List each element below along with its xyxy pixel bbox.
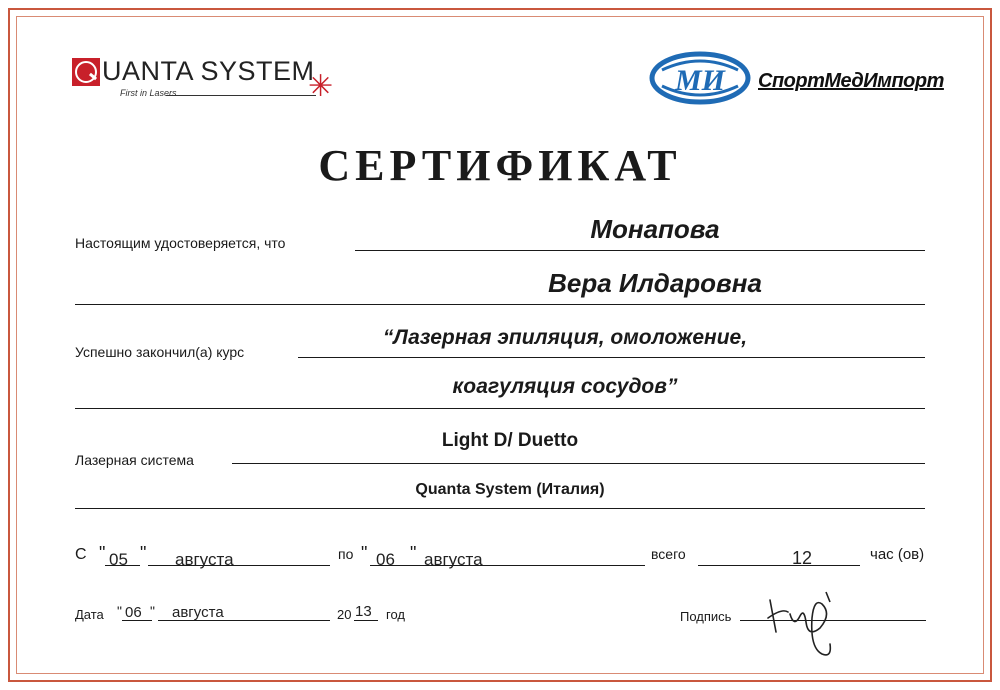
signature-label: Подпись (680, 609, 732, 624)
period-from-month: августа (175, 550, 234, 569)
quanta-tagline: First in Lasers (120, 88, 177, 98)
given-names: Вера Илдаровна (548, 268, 762, 298)
certificate-title: СЕРТИФИКАТ (318, 141, 682, 190)
certify-label: Настоящим удостоверяется, что (75, 235, 286, 251)
date-label: Дата (75, 607, 104, 622)
period-to-label: по (338, 546, 354, 562)
issue-month: августа (172, 604, 224, 621)
course-title-line1: “Лазерная эпиляция, омоложение, (382, 326, 748, 349)
total-hours: 12 (792, 548, 813, 568)
laser-star-icon: ✳ (308, 70, 334, 103)
year-label: год (386, 607, 405, 622)
period-to-month: августа (424, 550, 483, 569)
period-from-label: С (75, 546, 87, 563)
sportmedimport-logo (648, 48, 944, 108)
quanta-system-logo (72, 58, 342, 108)
emblem-letters: МИ (674, 64, 726, 97)
sportmedimport-text: СпортМедИмпорт (758, 70, 944, 92)
period-from-day: 05 (109, 550, 128, 569)
hours-label: час (ов) (870, 546, 925, 563)
quanta-q-mark (72, 58, 100, 86)
handwritten-signature (760, 588, 840, 660)
course-label: Успешно закончил(а) курс (75, 344, 245, 360)
quanta-logo-text: UANTA SYSTEM (102, 56, 315, 86)
surname: Монапова (590, 214, 720, 244)
laser-manufacturer: Quanta System (Италия) (415, 481, 605, 498)
period-to-day: 06 (376, 550, 395, 569)
issue-year-suffix: 13 (355, 603, 372, 620)
laser-system-label: Лазерная система (75, 452, 194, 468)
total-label: всего (651, 546, 686, 562)
year-prefix: 20 (337, 607, 352, 622)
globe-emblem-icon (648, 48, 758, 108)
laser-model: Light D/ Duetto (441, 430, 579, 451)
issue-day: 06 (125, 604, 142, 621)
course-title-line2: коагуляция сосудов” (452, 375, 678, 398)
